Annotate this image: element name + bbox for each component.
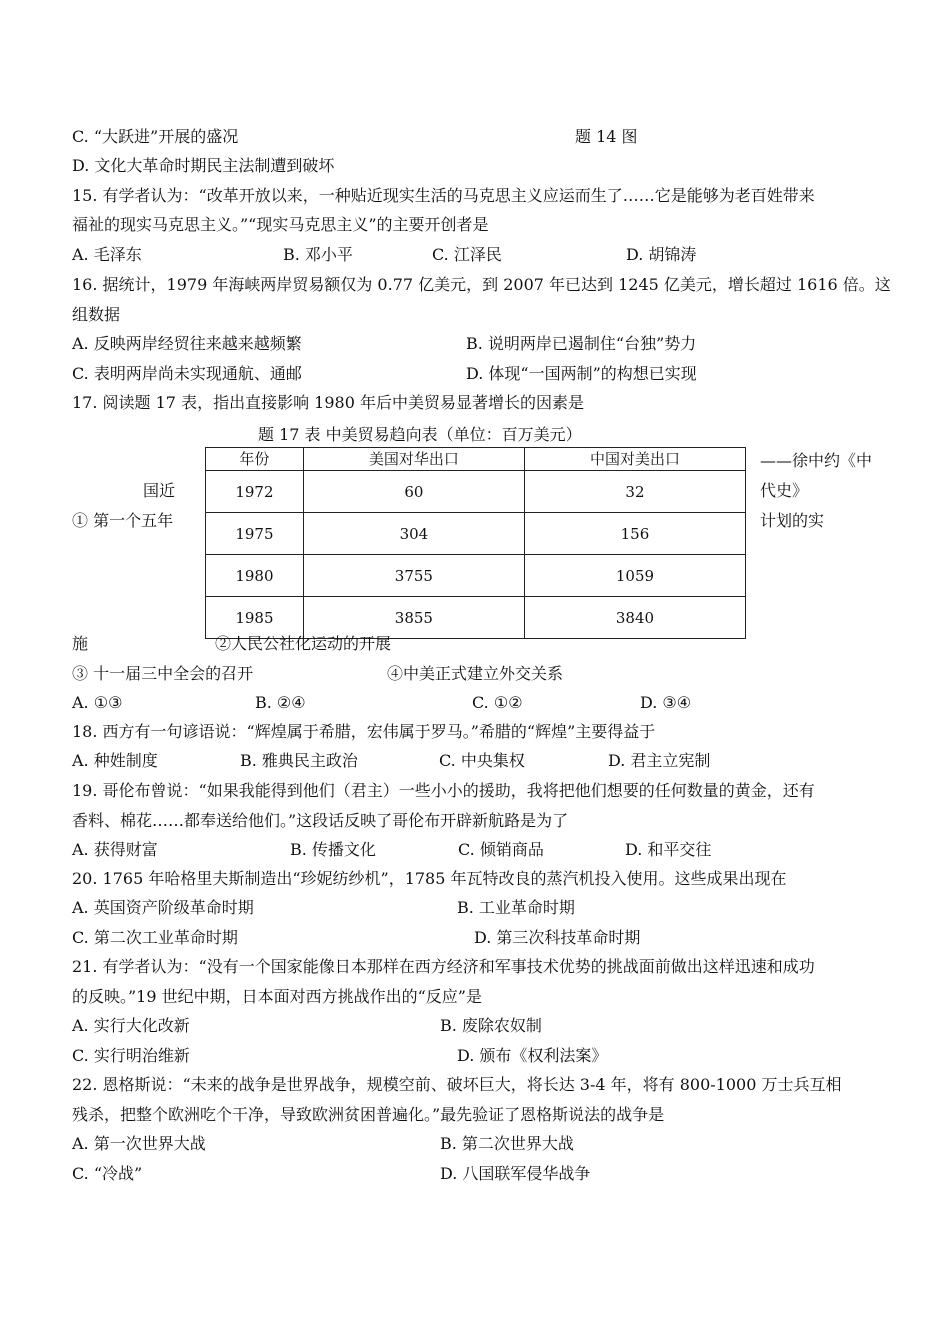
q15-option-b: B. 邓小平 [283,245,353,264]
q19-stem-2: 香料、棉花……都奉送给他们。”这段话反映了哥伦布开辟新航路是为了 [72,811,569,830]
q22-options-row1 [72,1134,872,1154]
q21-option-c: C. 实行明治维新 [72,1046,190,1065]
table-cell: 1972 [206,471,304,513]
q21-stem-2: 的反映。”19 世纪中期，日本面对西方挑战作出的“反应”是 [72,987,482,1006]
table-header-us-exports: 美国对华出口 [303,448,524,471]
source-citation-2: 代史》 [760,481,809,500]
q22-stem-1: 22. 恩格斯说：“未来的战争是世界战争，规模空前、破坏巨大，将长达 3-4 年，将有 800-1000 万士兵互相 [72,1075,842,1094]
table-row [206,597,746,639]
q20-option-b: B. 工业革命时期 [457,898,575,917]
q17-option-2: ②人民公社化运动的开展 [215,634,392,653]
table-header-year: 年份 [206,448,304,471]
q22-option-d: D. 八国联军侵华战争 [440,1164,591,1183]
q16-stem-1: 16. 据统计，1979 年海峡两岸贸易额仅为 0.77 亿美元，到 2007 年已达到 1245 亿美元，增长超过 1616 倍。这 [72,275,891,294]
q20-options-row1 [72,898,872,918]
q15-stem-2: 福祉的现实马克思主义。”“现实马克思主义”的主要开创者是 [72,215,489,234]
q17-option-d: D. ③④ [640,693,692,712]
q15-options [72,245,872,265]
table-header-row [206,448,746,471]
q16-option-c: C. 表明两岸尚未实现通航、通邮 [72,364,302,383]
q18-option-b: B. 雅典民主政治 [240,751,358,770]
q21-option-d: D. 颁布《权利法案》 [457,1046,608,1065]
q17-option-c: C. ①② [472,693,523,712]
table-cell: 3840 [524,597,745,639]
q18-option-d: D. 君主立宪制 [608,751,711,770]
q20-stem: 20. 1765 年哈格里夫斯制造出“珍妮纺纱机”，1785 年瓦特改良的蒸汽机投入使用。这些成果出现在 [72,869,787,888]
q21-option-b: B. 废除农奴制 [440,1016,542,1035]
q20-option-c: C. 第二次工业革命时期 [72,928,238,947]
q22-stem-2: 残杀，把整个欧洲吃个干净，导致欧洲贫困普遍化。”最先验证了恩格斯说法的战争是 [72,1105,665,1124]
q16-option-d: D. 体现“一国两制”的构想已实现 [466,364,697,383]
q19-option-d: D. 和平交往 [625,840,712,859]
q17-option-4: ④中美正式建立外交关系 [387,664,564,683]
table-row [206,513,746,555]
q21-option-a: A. 实行大化改新 [72,1016,190,1035]
q21-options-row1 [72,1016,872,1036]
table-cell: 32 [524,471,745,513]
q14-option-d: D. 文化大革命时期民主法制遭到破坏 [72,156,335,175]
table-cell: 1980 [206,555,304,597]
q19-options [72,840,872,860]
q15-stem-1: 15. 有学者认为：“改革开放以来，一种贴近现实生活的马克思主义应运而生了……它是能够为老百姓带来 [72,186,815,205]
table-header-cn-exports: 中国对美出口 [524,448,745,471]
q20-option-a: A. 英国资产阶级革命时期 [72,898,254,917]
q20-option-d: D. 第三次科技革命时期 [474,928,641,947]
q17-option-3: ③ 十一届三中全会的召开 [72,664,254,683]
table-17-caption: 题 17 表 中美贸易趋向表（单位：百万美元） [258,425,582,444]
table-row [206,471,746,513]
table-cell: 1975 [206,513,304,555]
q17-stem: 17. 阅读题 17 表，指出直接影响 1980 年后中美贸易显著增长的因素是 [72,393,584,412]
q17-options [72,693,872,713]
q16-option-b: B. 说明两岸已遏制住“台独”势力 [466,334,697,353]
q16-options-row1 [72,334,872,354]
table-cell: 1985 [206,597,304,639]
trade-table [205,447,746,639]
q19-option-b: B. 传播文化 [290,840,376,859]
q16-option-a: A. 反映两岸经贸往来越来越频繁 [72,334,302,353]
q19-option-c: C. 倾销商品 [458,840,544,859]
q18-option-c: C. 中央集权 [439,751,525,770]
q19-option-a: A. 获得财富 [72,840,158,859]
q16-stem-2: 组数据 [72,305,121,324]
q18-options [72,751,872,771]
q14-option-c: C. “大跃进”开展的盛况 [72,127,239,146]
q18-option-a: A. 种姓制度 [72,751,158,770]
q19-stem-1: 19. 哥伦布曾说：“如果我能得到他们（君主）一些小小的援助，我将把他们想要的任何数量的黄金，还有 [72,781,815,800]
q22-option-a: A. 第一次世界大战 [72,1134,206,1153]
side-text-left-1: 国近 [143,481,176,500]
q17-option-1-tail: 施 [72,634,89,653]
q15-option-a: A. 毛泽东 [72,245,142,264]
table-cell: 3755 [303,555,524,597]
q17-option-1: ① 第一个五年 [72,511,174,530]
table-cell: 304 [303,513,524,555]
side-text-right-3: 计划的实 [760,511,825,530]
q20-options-row2 [72,928,872,948]
q16-options-row2 [72,364,872,384]
figure-14-label: 题 14 图 [575,127,638,146]
q21-options-row2 [72,1046,872,1066]
q15-option-c: C. 江泽民 [432,245,502,264]
q22-options-row2 [72,1164,872,1184]
q17-option-b: B. ②④ [255,693,306,712]
table-cell: 1059 [524,555,745,597]
q22-option-c: C. “冷战” [72,1164,143,1183]
table-row [206,555,746,597]
q18-stem: 18. 西方有一句谚语说：“辉煌属于希腊，宏伟属于罗马。”希腊的“辉煌”主要得益于 [72,722,656,741]
q21-stem-1: 21. 有学者认为：“没有一个国家能像日本那样在西方经济和军事技术优势的挑战面前做出这样迅速和成功 [72,957,815,976]
table-cell: 60 [303,471,524,513]
q17-option-a: A. ①③ [72,693,123,712]
q22-option-b: B. 第二次世界大战 [440,1134,574,1153]
source-citation-1: ——徐中约《中 [760,451,873,470]
table-cell: 156 [524,513,745,555]
q15-option-d: D. 胡锦涛 [626,245,697,264]
table-cell: 3855 [303,597,524,639]
